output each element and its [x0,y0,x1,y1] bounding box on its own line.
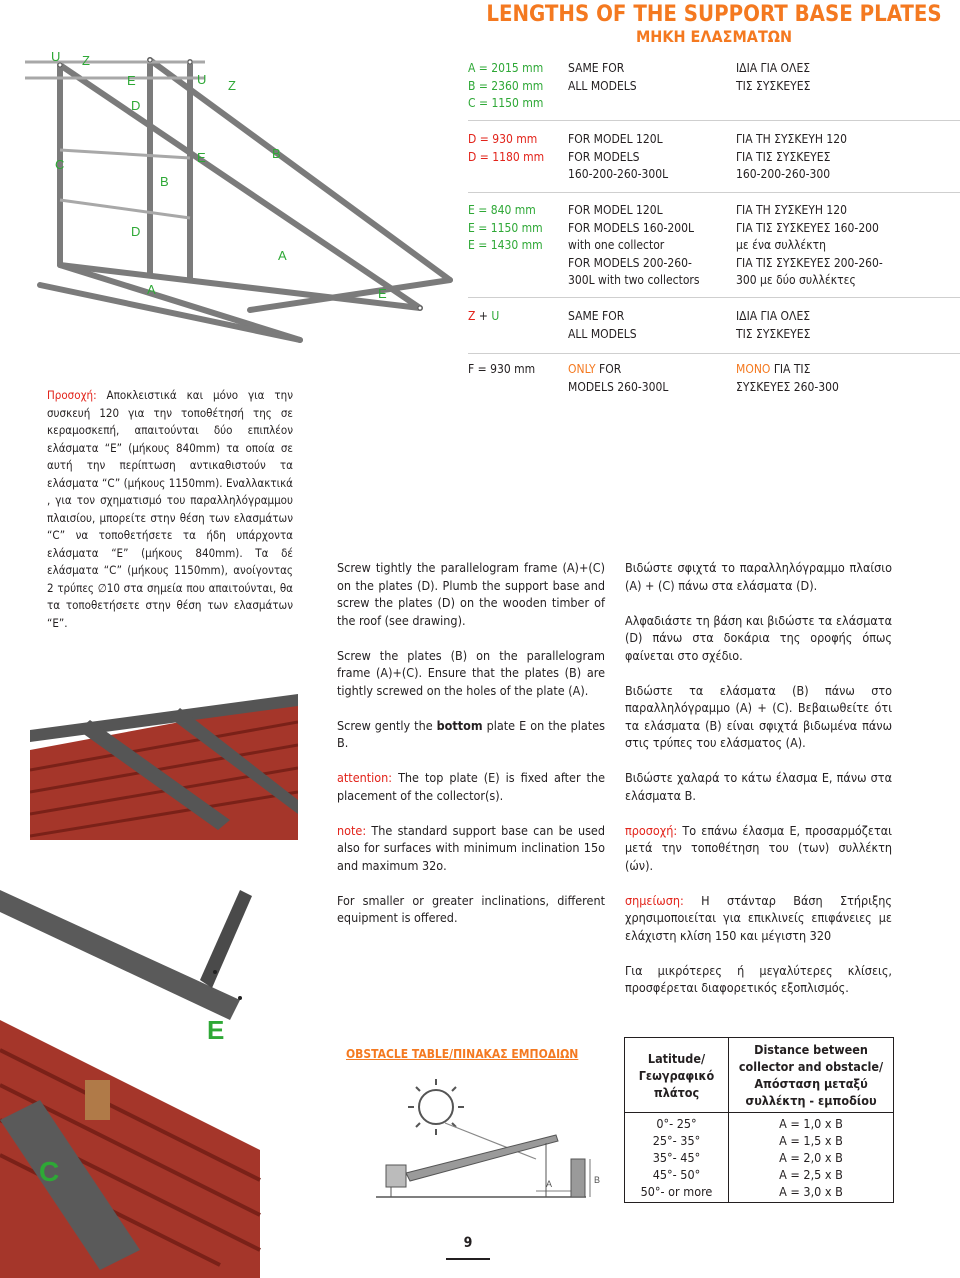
spec-model-gr: ΓΙΑ ΤΗ ΣΥΣΚΕΥΗ 120 [736,203,848,217]
distance-cell: A = 1,0 x B A = 1,5 x B A = 2,0 x B A = 2,5 x B A = 3,0 x B [729,1113,894,1203]
spec-only: ONLY [568,362,596,376]
frame-label-c: C [55,157,65,172]
spec-model-en: SAME FOR [568,309,625,323]
frame-label-e-3: E [378,286,387,301]
note-en-text: The standard support base can be used also for surfaces with minimum inclination 15ο and maximum 32ο. [337,822,605,873]
spec-u: U [491,309,500,323]
spec-mono: ΜΟΝΟ [736,362,771,376]
col-distance-header: Distance between collector and obstacle/ Απόσταση μεταξύ συλλέκτη - εμποδίου [729,1038,894,1113]
spec-model-en: FOR MODEL 120L [568,203,663,217]
note-en-label: note: [337,822,367,838]
frame-label-a: A [278,248,287,263]
spec-model-gr [736,361,960,379]
col-latitude-header: Latitude/ Γεωγραφικό πλάτος [625,1038,729,1113]
note-gr [625,892,892,945]
spec-model-gr: ΓΙΑ ΤΙΣ ΣΥΣΚΕΥΕΣ 160-200 [736,220,879,235]
note-en [337,822,605,875]
frame-label-e: E [127,73,136,88]
instruction-gr-1: Βιδώστε σφιχτά το παραλληλόγραμμο πλαίσιο (A) + (C) πάνω στα ελάσματα (D). [625,560,892,593]
obstacle-table-section [336,1037,893,1211]
page-number: 9 [448,1226,488,1260]
spec-value: B = 2360 mm [468,78,544,93]
support-frame-drawing [0,40,460,370]
spec-plus: + [475,309,492,323]
instruction-en-3-pre: Screw gently the [337,717,437,733]
spec-model-gr: ΓΙΑ ΤΗ ΣΥΣΚΕΥΗ 120 [736,132,848,146]
spec-value [468,308,564,326]
instruction-gr-4: Βιδώστε χαλαρά το κάτω έλασμα E, πάνω στα ελάσματα B. [625,770,892,803]
spec-model-en: ALL MODELS [568,78,637,93]
spec-value [468,361,564,379]
spec-model-en [568,361,728,379]
frame-label-e-2: E [197,150,206,165]
diagram-label-b: B [594,1175,601,1185]
frame-label-b: B [272,146,281,161]
spec-divider [468,192,960,193]
spec-model-gr: 160-200-260-300 [736,167,831,181]
attention-gr-text: Το επάνω έλασμα E, προσαρμόζεται μετά την τοποθέτηση του (των) συλλέκτη (ών). [625,822,892,873]
page-title-greek: ΜΗΚΗ ΕΛΑΣΜΑΤΩΝ [635,27,793,46]
spec-model-en: FOR MODELS 200-260- [568,255,692,270]
spec-model-gr: ΙΔΙΑ ΓΙΑ ΟΛΕΣ [736,61,811,75]
instruction-en-3 [337,717,605,752]
spec-value: E = 1150 mm [468,220,543,235]
spec-model-en: with one collector [568,238,665,252]
spec-value: E = 840 mm [468,203,536,217]
instruction-gr-7: Για μικρότερες ή μεγαλύτερες κλίσεις, προσφέρεται διαφορετικός εξοπλισμός. [625,962,892,995]
spec-value: C = 1150 mm [468,96,544,110]
latitude-cell: 0°- 25° 25°- 35° 35°- 45° 45°- 50° 50°- or more [625,1113,729,1203]
page-title: LENGTHS OF THE SUPPORT BASE PLATES [486,2,942,27]
roof-photo-top-illustration [30,690,298,840]
spec-model-en: SAME FOR [568,61,625,75]
spec-for: FOR [595,362,622,376]
spec-model-gr: ΓΙΑ ΤΙΣ ΣΥΣΚΕΥΕΣ 200-260- [736,255,883,270]
frame-label-a-2: A [147,282,156,297]
spec-model-en: MODELS 260-300L [568,379,669,394]
spec-model-en: FOR MODELS [568,149,640,164]
instruction-en-3-post: plate E on the plates B. [337,717,605,750]
instructions-gr [625,559,892,1014]
spec-model-en: FOR MODEL 120L [568,132,663,146]
frame-label-z: Z [82,53,90,68]
obstacle-diagram [346,1073,606,1207]
spec-gia-tis: ΓΙΑ ΤΙΣ [770,362,811,376]
instruction-en-2: Screw the plates (B) on the parallelogram frame (A)+(C). Ensure that the plates (B) are tightly screwed on the holes of the plate (A). [337,647,605,698]
instruction-gr-3: Βιδώστε τα ελάσματα (B) πάνω στο παραλληλόγραμμο (A) + (C). Βεβαιωθείτε ότι τα ελάσματα (B) είναι σφιχτά βιδωμένα πάνω στις τρύπες του ελάσματος (A). [625,682,892,750]
photo-label-e: E [207,1015,225,1045]
roof-photo-bottom-illustration [0,870,330,1278]
frame-label-d: D [131,98,141,113]
roof-photo-top [30,690,298,840]
spec-value: E = 1430 mm [468,238,543,252]
frame-label-z-2: Z [228,78,236,93]
attention-gr [625,822,892,875]
instructions-en [337,559,605,944]
attention-en [337,769,605,804]
spec-divider [468,353,960,354]
spec-model-en: 160-200-260-300L [568,167,669,181]
frame-label-u-2: U [197,72,207,87]
spec-model-gr: ΣΥΣΚΕΥΕΣ 260-300 [736,379,839,394]
spec-value: A = 2015 mm [468,61,544,75]
obstacle-table-caption: OBSTACLE TABLE/ΠΙΝΑΚΑΣ ΕΜΠΟΔΙΩΝ [346,1047,579,1061]
attention-en-label: attention: [337,770,393,785]
spec-divider [468,120,960,121]
spec-model-gr: με ένα συλλέκτη [736,238,826,252]
spec-f-value: 930 mm [490,362,536,376]
page-header [468,0,960,46]
spec-model-en: FOR MODELS 160-200L [568,220,694,235]
roof-photo-bottom [0,870,330,1278]
spec-model-en: 300L with two collectors [568,273,700,287]
frame-label-d-2: D [131,224,141,239]
instruction-en-3-bold: bottom [436,717,483,733]
spec-z: Z [468,309,476,323]
attention-gr-label: προσοχή: [625,822,678,838]
spec-model-gr: ΙΔΙΑ ΓΙΑ ΟΛΕΣ [736,309,811,323]
diagram-label-a: A [546,1179,553,1189]
note-gr-label: σημείωση: [625,892,684,908]
instruction-en-6: For smaller or greater inclinations, different equipment is offered. [337,892,605,925]
obstacle-table [624,1037,894,1203]
instruction-gr-2: Αλφαδιάστε τη βάση και βιδώστε τα ελάσματα (D) πάνω στα δοκάρια της οροφής όπως φαίνεται στο σχέδιο. [625,612,892,663]
note-text: Αποκλειστικά και μόνο για την συσκευή 120 για την τοποθέτησή της σε κεραμοσκεπή, απαιτούνται δύο επιπλέον ελάσματα “E” (μήκους 840mm) τα οποία σε αυτή την περίπτωση αντικαθιστούν τα ελάσματα “C” (μήκους 1150mm). Εναλλακτικά , για τον σχηματισμό του παραλληλόγραμμου πλαισίου, μπορείτε στην θέση των ελασμάτων “C” να τοποθετήσετε τα ήδη υπάρχοντα ελάσματα “E” (μήκους 840mm). Τα δέ ελάσματα “C” (μήκους 1150mm), ανοίγοντας 2 τρύπες ∅10 στα σημεία που απαιτούνται, θα τα τοποθετήσετε στην θέση των ελασμάτων “E”. [47,388,293,630]
spec-value: D = 930 mm [468,132,538,146]
frame-label-u: U [51,49,61,64]
instruction-en-1: Screw tightly the parallelogram frame (A)+(C) on the plates (D). Plumb the support base and screw the plates (D) on the wooden timber of the roof (see drawing). [337,560,605,628]
spec-model-gr: ΤΙΣ ΣΥΣΚΕΥΕΣ [736,326,811,341]
greek-note [47,387,293,632]
spec-divider [468,297,960,298]
spec-model-gr: 300 με δύο συλλέκτες [736,273,856,287]
spec-value: D = 1180 mm [468,149,545,164]
frame-label-b-2: B [160,174,169,189]
note-gr-text: Η στάνταρ Βάση Στήριξης χρησιμοποιείται για επικλινείς επιφάνειες με ελάχιστη κλίση 150 και μέγιστη 320 [625,892,892,943]
spec-f-label: F = [468,362,491,376]
spec-model-en: ALL MODELS [568,326,637,341]
spec-model-gr: ΤΙΣ ΣΥΣΚΕΥΕΣ [736,78,811,93]
attention-en-text: The top plate (E) is fixed after the placement of the collector(s). [337,770,605,803]
note-label: Προσοχή: [47,388,97,402]
photo-label-c: C [39,1156,60,1187]
spec-model-gr: ΓΙΑ ΤΙΣ ΣΥΣΚΕΥΕΣ [736,149,831,164]
